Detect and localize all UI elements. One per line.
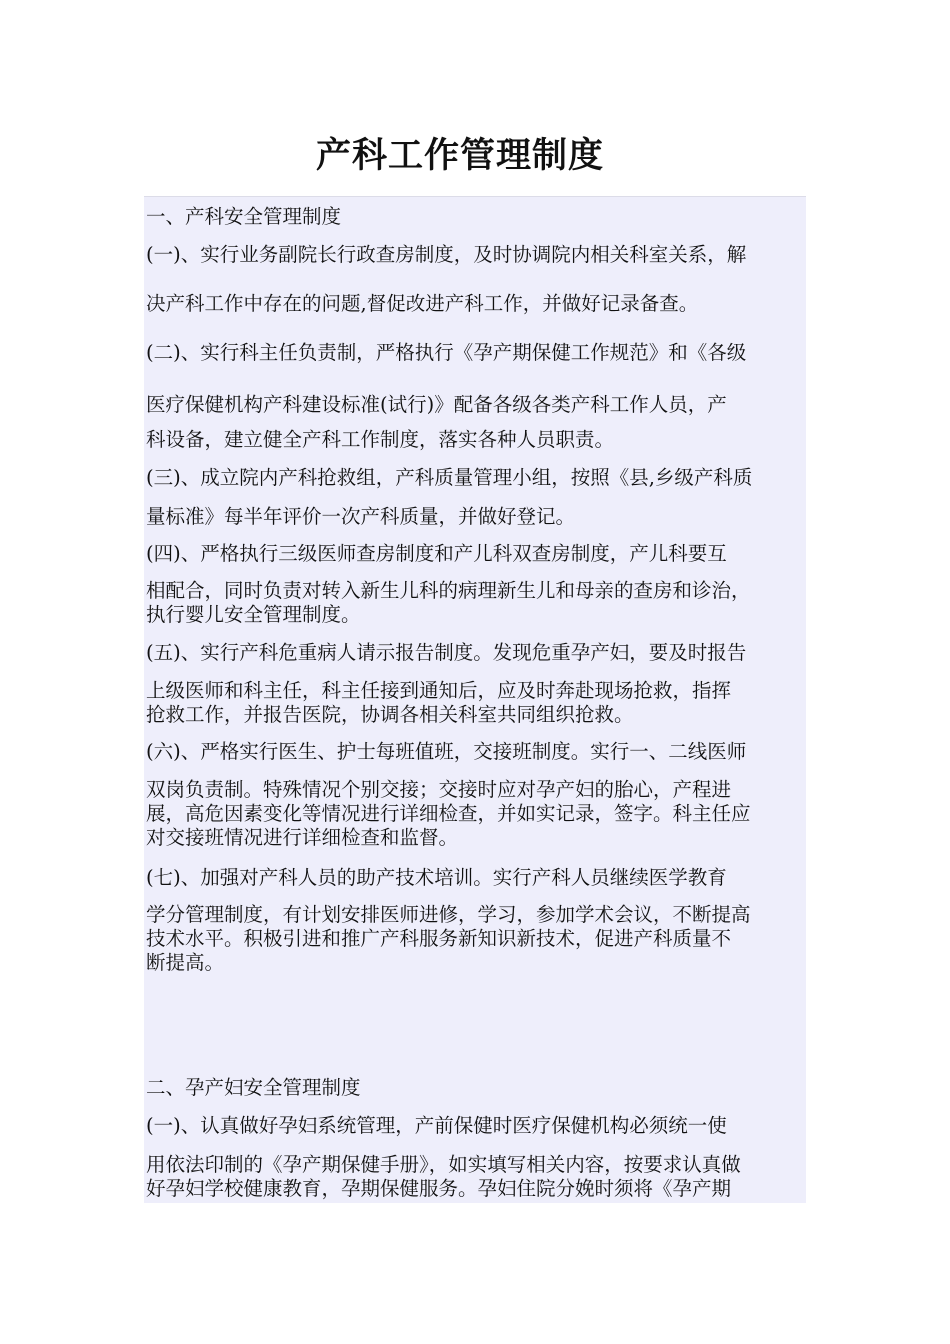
paragraph-line: (三)、成立院内产科抢救组，产科质量管理小组，按照《县,乡级产科质 (146, 466, 753, 489)
paragraph-line: 抢救工作，并报告医院，协调各相关科室共同组织抢救。 (146, 703, 634, 726)
paragraph-line: 科设备，建立健全产科工作制度，落实各种人员职责。 (146, 428, 615, 451)
section-heading-1: 一、产科安全管理制度 (146, 205, 342, 228)
paragraph-line: (一)、认真做好孕妇系统管理，产前保健时医疗保健机构必须统一使 (146, 1114, 727, 1137)
section-heading-2: 二、孕产妇安全管理制度 (146, 1076, 361, 1099)
paragraph-line: 双岗负责制。特殊情况个别交接；交接时应对孕产妇的胎心，产程进 (146, 778, 732, 801)
paragraph-line: (一)、实行业务副院长行政查房制度，及时协调院内相关科室关系，解 (146, 243, 747, 266)
paragraph-line: (七)、加强对产科人员的助产技术培训。实行产科人员继续医学教育 (146, 866, 727, 889)
paragraph-line: (五)、实行产科危重病人请示报告制度。发现危重孕产妇，要及时报告 (146, 641, 747, 664)
paragraph-line: 技术水平。积极引进和推广产科服务新知识新技术，促进产科质量不 (146, 927, 732, 950)
paragraph-line: (二)、实行科主任负责制，严格执行《孕产期保健工作规范》和《各级 (146, 341, 747, 364)
paragraph-line: 好孕妇学校健康教育，孕期保健服务。孕妇住院分娩时须将《孕产期 (146, 1177, 732, 1200)
paragraph-line: 相配合，同时负责对转入新生儿科的病理新生儿和母亲的查房和诊治， (146, 579, 751, 602)
paragraph-line: 执行婴儿安全管理制度。 (146, 603, 361, 626)
paragraph-line: (六)、严格实行医生、护士每班值班，交接班制度。实行一、二线医师 (146, 740, 747, 763)
paragraph-line: 医疗保健机构产科建设标准(试行)》配备各级各类产科工作人员，产 (146, 393, 727, 416)
paragraph-line: 上级医师和科主任，科主任接到通知后，应及时奔赴现场抢救，指挥 (146, 679, 732, 702)
page-title: 产科工作管理制度 (315, 135, 604, 176)
paragraph-line: 决产科工作中存在的问题,督促改进产科工作，并做好记录备查。 (146, 292, 699, 315)
paragraph-line: 用依法印制的《孕产期保健手册》，如实填写相关内容，按要求认真做 (146, 1153, 741, 1176)
paragraph-line: 对交接班情况进行详细检查和监督。 (146, 826, 459, 849)
paragraph-line: 量标准》每半年评价一次产科质量，并做好登记。 (146, 505, 576, 528)
paragraph-line: 学分管理制度，有计划安排医师进修，学习，参加学术会议，不断提高 (146, 903, 751, 926)
paragraph-line: 断提高。 (146, 951, 225, 974)
paragraph-line: (四)、严格执行三级医师查房制度和产儿科双查房制度，产儿科要互 (146, 542, 727, 565)
paragraph-line: 展，高危因素变化等情况进行详细检查，并如实记录，签字。科主任应 (146, 802, 751, 825)
